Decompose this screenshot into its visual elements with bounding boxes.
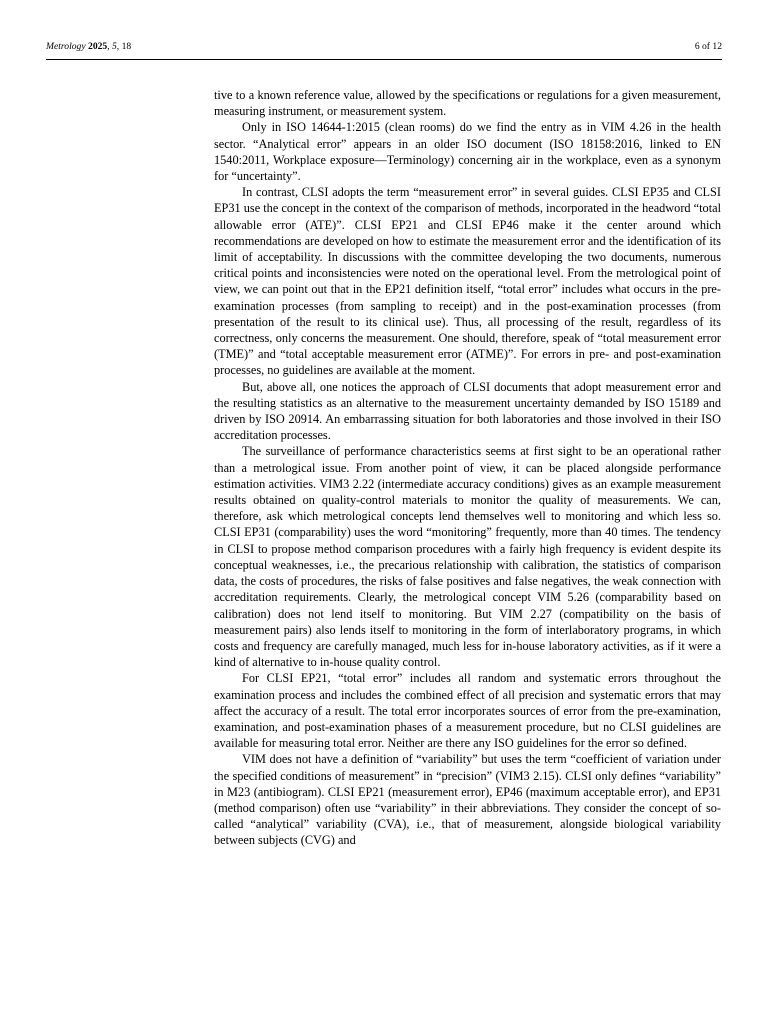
journal-name: Metrology	[46, 41, 86, 52]
page-number: 6 of 12	[694, 41, 722, 52]
running-header	[46, 40, 722, 58]
article-number: 18	[121, 41, 132, 52]
journal-volume: 5	[112, 41, 117, 52]
paragraph: VIM does not have a definition of “variability” but uses the term “coefficient of variation under the specified conditions of measurement” in “precision” (VIM3 2.15). CLSI only defines “variability” in M23 (antibiogram). CLSI EP21 (measurement error), EP46 (maximum acceptable error), and EP31 (method comparison) often use “variability” in their abbreviations. They consider the concept of so-called “analytical” variability (CVA), i.e., that of measurement, alongside biological variability between subjects (CVG) and	[214, 752, 721, 848]
paragraph: The surveillance of performance characteristics seems at first sight to be an operational rather than a metrological issue. From another point of view, it can be placed alongside performance estimation activities. VIM3 2.22 (intermediate accuracy conditions) gives as an example measurement results obtained on quality-control materials to monitor the quality of measurements. We can, therefore, ask which metrological concepts lend themselves well to monitoring and which less so. CLSI EP31 (comparability) uses the word “monitoring” frequently, more than 40 times. The tendency in CLSI to propose method comparison procedures with a fairly high frequency is evident despite its conceptual weaknesses, i.e., the precarious relationship with calibration, the statistics of comparison data, the costs of procedures, the risks of false positives and false negatives, the weak connection with accreditation requirements. Clearly, the metrological concept VIM 5.26 (comparability based on calibration) does not lend itself to monitoring. But VIM 2.27 (compatibility on the basis of measurement pairs) also lends itself to monitoring in the form of interlaboratory programs, in which costs and frequency are carefully managed, much less for in-house laboratory activities, as if it were a kind of alternative to in-house quality control.	[214, 444, 721, 670]
paragraph: But, above all, one notices the approach of CLSI documents that adopt measurement error and the resulting statistics as an alternative to the measurement uncertainty demanded by ISO 15189 and driven by ISO 20914. An embarrassing situation for both laboratories and those involved in their ISO accreditation processes.	[214, 379, 721, 443]
paragraph: Only in ISO 14644-1:2015 (clean rooms) do we find the entry as in VIM 4.26 in the health sector. “Analytical error” appears in an older ISO document (ISO 18158:2016, linked to EN 1540:2011, Workplace exposure—Terminology) concerning air in the workplace, even as a synonym for “uncertainty”.	[214, 120, 721, 184]
journal-year: 2025	[88, 41, 108, 52]
paragraph-continued: tive to a known reference value, allowed by the specifications or regulations for a given measurement, measuring instrument, or measurement system.	[214, 88, 721, 119]
journal-citation: Metrology 2025, 5, 18	[46, 41, 132, 52]
paragraph: In contrast, CLSI adopts the term “measurement error” in several guides. CLSI EP35 and CLSI EP31 use the concept in the context of the comparison of methods, incorporated in the headword “total allowable error (ATE)”. CLSI EP21 and CLSI EP46 make it the center around which recommendations are developed on how to estimate the measurement error and the identification of its limit of acceptability. In discussions with the committee developing the two documents, numerous critical points and inconsistencies were noted on the operational level. From the metrological point of view, we can point out that in the EP21 definition itself, “total error” includes what occurs in the pre-examination processes (from sampling to receipt) and in the post-examination processes (from presentation of the result to its clinical use). Thus, all processing of the result, regardless of its correctness, only concerns the measurement. One should, therefore, speak of “total measurement error (TME)” and “total acceptable measurement error (ATME)”. For errors in pre- and post-examination processes, no guidelines are available at the moment.	[214, 185, 721, 378]
article-body	[214, 87, 721, 849]
header-divider	[46, 59, 722, 60]
paragraph: For CLSI EP21, “total error” includes all random and systematic errors throughout the examination process and includes the combined effect of all precision and systematic errors that may affect the accuracy of a result. The total error incorporates sources of error from the pre-examination, examination, and post-examination phases of a measurement procedure, but no CLSI guidelines are available for measuring total error. Neither are there any ISO guidelines for the error so defined.	[214, 671, 721, 751]
